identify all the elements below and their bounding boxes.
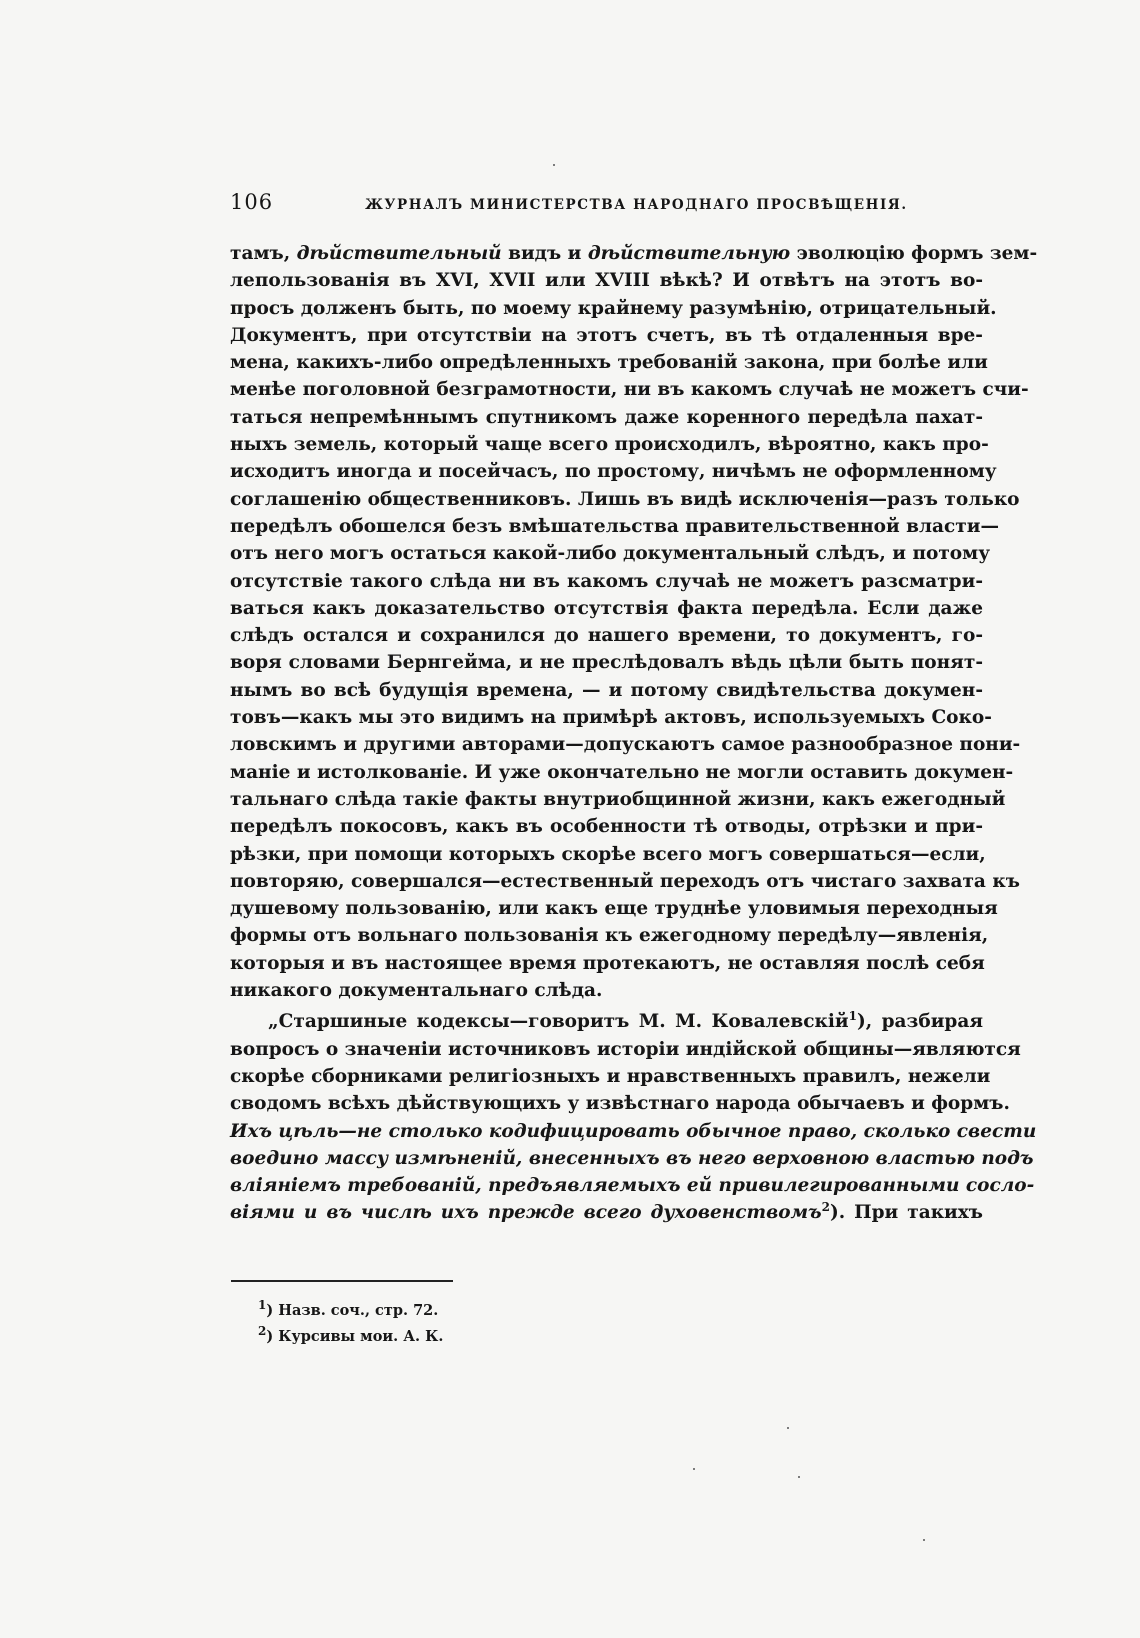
text-line: душевому пользованію, или какъ еще труднѣе уловимыя переходныя	[230, 898, 998, 920]
text-line: вопросъ о значеніи источниковъ исторіи индійской общины—являются	[230, 1038, 1021, 1060]
page-number: 106	[230, 190, 274, 214]
text-line: отъ него могъ остаться какой-либо документальный слѣдъ, и потому	[230, 543, 991, 565]
running-title: ЖУРНАЛЪ МИНИСТЕРСТВА НАРОДНАГО ПРОСВѢЩЕНІЯ.	[365, 197, 908, 213]
text-line: маніе и истолкованіе. И уже окончательно не могли оставить докумен-	[230, 761, 1014, 783]
text-line: ловскимъ и другими авторами—допускаютъ самое разнообразное пони-	[230, 734, 1021, 756]
scan-speck	[787, 1427, 789, 1429]
scan-speck	[923, 1539, 925, 1541]
text-line: мена, какихъ-либо опредѣленныхъ требованій закона, при болѣе или	[230, 352, 988, 374]
text-line: воедино массу измѣненій, внесенныхъ въ него верховною властью подъ	[230, 1147, 1034, 1169]
text-line: исходитъ иногда и посейчасъ, по простому, ничѣмъ не оформленному	[230, 461, 997, 483]
text-line: таться непремѣннымъ спутникомъ даже коренного передѣла пахат-	[230, 406, 983, 428]
text-line: віями и въ числѣ ихъ прежде всего духовенствомъ$^2$). При такихъ	[230, 1200, 983, 1224]
page-header	[230, 190, 990, 214]
text-line: вліяніемъ требованій, предъявляемыхъ ей привилегированными сосло-	[230, 1175, 1035, 1197]
text-line: сводомъ всѣхъ дѣйствующихъ у извѣстнаго народа обычаевъ и формъ.	[230, 1093, 1010, 1115]
text-line: формы отъ вольнаго пользованія къ ежегодному передѣлу—явленія,	[230, 925, 989, 947]
text-line: соглашенію общественниковъ. Лишь въ видѣ исключенія—разъ только	[230, 488, 1020, 510]
scan-speck	[553, 164, 555, 166]
scan-speck	[693, 1468, 695, 1470]
text-line: тамъ, дѣйствительный видъ и дѣйствительную эволюцію формъ зем-	[230, 243, 1038, 264]
text-line: ваться какъ доказательство отсутствія факта передѣла. Если даже	[230, 597, 983, 619]
text-line: которыя и въ настоящее время протекаютъ, не оставляя послѣ себя	[230, 952, 985, 974]
footnote-ref: 2	[821, 1200, 830, 1215]
text-line: воря словами Бернгейма, и не преслѣдовалъ вѣдь цѣли быть понят-	[230, 652, 983, 674]
text-line: просъ долженъ быть, по моему крайнему разумѣнію, отрицательный.	[230, 297, 997, 319]
footnote-2: $^2$) Курсивы мои. А. К.	[258, 1324, 444, 1345]
text-line: передѣлъ покосовъ, какъ въ особенности тѣ отводы, отрѣзки и при-	[230, 816, 983, 838]
text-line: „Старшиные кодексы—говоритъ М. М. Ковалевскій$^1$), разбирая	[268, 1009, 984, 1033]
text-line: менѣе поголовной безграмотности, ни въ какомъ случаѣ не можетъ счи-	[230, 379, 1029, 401]
text-line: нымъ во всѣ будущія времена, — и потому свидѣтельства докумен-	[230, 679, 983, 701]
footnote-1: $^1$) Назв. соч., стр. 72.	[258, 1298, 439, 1319]
footnotes	[258, 1298, 443, 1350]
footnote-mark: 2	[258, 1324, 267, 1339]
scan-speck	[798, 1476, 800, 1478]
text-line: повторяю, совершался—естественный переходъ отъ чистаго захвата къ	[230, 870, 1020, 892]
text-line: товъ—какъ мы это видимъ на примѣрѣ актовъ, используемыхъ Соко-	[230, 707, 992, 729]
text-line: рѣзки, при помощи которыхъ скорѣе всего могъ совершаться—если,	[230, 843, 986, 865]
footnote-ref: 1	[848, 1009, 857, 1024]
text-line: тальнаго слѣда такіе факты внутриобщинной жизни, какъ ежегодный	[230, 788, 1006, 810]
text-line: лепользованія въ XVI, XVII или XVIII вѣкѣ? И отвѣтъ на этотъ во-	[230, 270, 983, 292]
footnote-divider	[231, 1280, 453, 1282]
emphasis: дѣйствительную	[587, 243, 791, 264]
text-line: скорѣе сборниками религіозныхъ и нравственныхъ правилъ, нежели	[230, 1065, 991, 1087]
text-line: слѣдъ остался и сохранился до нашего времени, то документъ, го-	[230, 625, 983, 647]
emphasis: дѣйствительный	[296, 243, 502, 264]
text-line: ныхъ земель, который чаще всего происходилъ, вѣроятно, какъ про-	[230, 434, 989, 456]
paragraph-1	[230, 240, 1038, 1004]
text-line: Документъ, при отсутствіи на этотъ счетъ, въ тѣ отдаленныя вре-	[230, 324, 983, 346]
text-line: Ихъ цѣль—не столько кодифицировать обычное право, сколько свести	[230, 1120, 1037, 1142]
text-line: отсутствіе такого слѣда ни въ какомъ случаѣ не можетъ разсматри-	[230, 570, 983, 592]
main-text	[230, 240, 1038, 1227]
text-line: передѣлъ обошелся безъ вмѣшательства правительственной власти—	[230, 515, 999, 537]
paragraph-2	[230, 1008, 1037, 1226]
footnote-mark: 1	[258, 1298, 267, 1313]
text-line: никакого документальнаго слѣда.	[230, 980, 603, 1002]
